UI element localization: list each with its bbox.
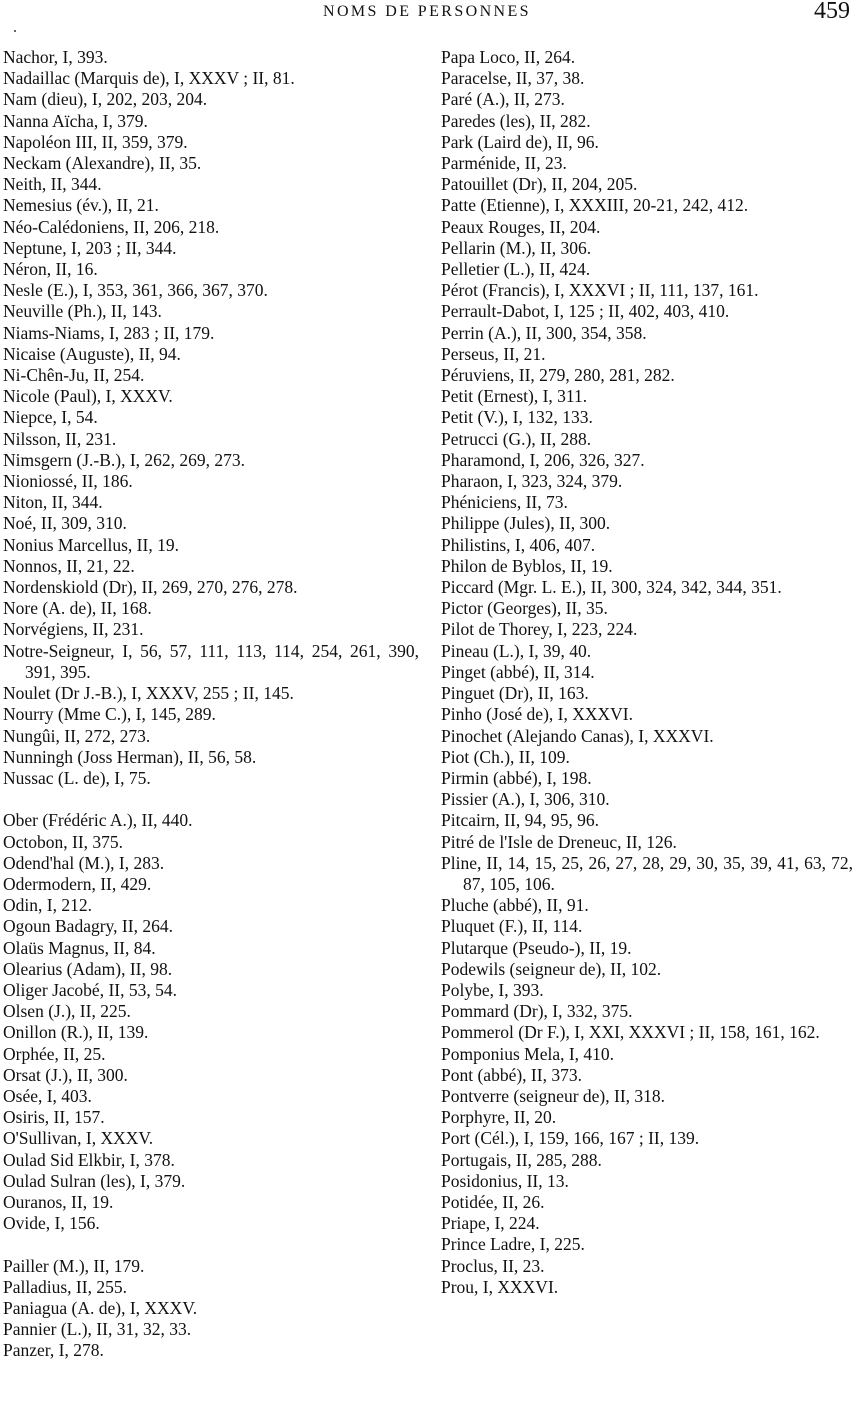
index-entry: Philippe (Jules), II, 300. xyxy=(441,513,611,534)
index-entry: Porphyre, II, 20. xyxy=(441,1107,557,1128)
index-entry: Notre-Seigneur, I, 56, 57, 111, 113, 114, 254, 261, 390, 391, 395. xyxy=(3,640,419,682)
index-entry: Néron, II, 16. xyxy=(3,259,98,280)
index-entry: Nimsgern (J.-B.), I, 262, 269, 273. xyxy=(3,449,246,470)
index-entry: Petrucci (G.), II, 288. xyxy=(441,428,592,449)
index-entry: Oulad Sulran (les), I, 379. xyxy=(3,1170,186,1191)
index-entry: Pomponius Mela, I, 410. xyxy=(441,1043,615,1064)
index-entry: Ouranos, II, 19. xyxy=(3,1191,114,1212)
index-entry: Peaux Rouges, II, 204. xyxy=(441,216,601,237)
index-entry: Pissier (A.), I, 306, 310. xyxy=(441,789,610,810)
index-entry: Olaüs Magnus, II, 84. xyxy=(3,937,156,958)
index-entry: Odend'hal (M.), I, 283. xyxy=(3,852,165,873)
index-entry: Pharamond, I, 206, 326, 327. xyxy=(441,449,645,470)
index-entry: Pont (abbé), II, 373. xyxy=(441,1064,582,1085)
index-entry: O'Sullivan, I, XXXV. xyxy=(3,1128,154,1149)
index-entry: Orphée, II, 25. xyxy=(3,1043,106,1064)
index-entry: Piot (Ch.), II, 109. xyxy=(441,746,570,767)
index-entry: Ober (Frédéric A.), II, 440. xyxy=(3,810,193,831)
index-entry: Pitcairn, II, 94, 95, 96. xyxy=(441,810,599,831)
index-entry: Orsat (J.), II, 300. xyxy=(3,1064,128,1085)
index-entry: Patouillet (Dr), II, 204, 205. xyxy=(441,174,638,195)
index-entry: Pirmin (abbé), I, 198. xyxy=(441,767,592,788)
index-entry: Nussac (L. de), I, 75. xyxy=(3,767,151,788)
index-entry: Park (Laird de), II, 96. xyxy=(441,131,599,152)
index-entry: Plutarque (Pseudo-), II, 19. xyxy=(441,937,632,958)
index-entry: Nungûi, II, 272, 273. xyxy=(3,725,151,746)
index-entry: Nonnos, II, 21, 22. xyxy=(3,555,135,576)
index-entry: Posidonius, II, 13. xyxy=(441,1170,569,1191)
index-entry: Philistins, I, 406, 407. xyxy=(441,534,596,555)
index-entry: Oliger Jacobé, II, 53, 54. xyxy=(3,979,177,1000)
index-entry: Pannier (L.), II, 31, 32, 33. xyxy=(3,1319,192,1340)
index-entry: Prou, I, XXXVI. xyxy=(441,1276,559,1297)
index-entry: Nilsson, II, 231. xyxy=(3,428,117,449)
index-entry: Oulad Sid Elkbir, I, 378. xyxy=(3,1149,175,1170)
index-entry: Parménide, II, 23. xyxy=(441,153,567,174)
index-entry: Neptune, I, 203 ; II, 344. xyxy=(3,237,177,258)
index-entry: Petit (Ernest), I, 311. xyxy=(441,386,588,407)
index-entry: Perrin (A.), II, 300, 354, 358. xyxy=(441,322,647,343)
index-entry: Papa Loco, II, 264. xyxy=(441,47,576,67)
index-entry: Paredes (les), II, 282. xyxy=(441,110,591,131)
index-entry: Polybe, I, 393. xyxy=(441,979,544,1000)
index-entry: Neuville (Ph.), II, 143. xyxy=(3,301,162,322)
index-entry: Onillon (R.), II, 139. xyxy=(3,1022,149,1043)
index-entry: Paré (A.), II, 273. xyxy=(441,89,565,110)
index-entry: Priape, I, 224. xyxy=(441,1213,540,1234)
index-entry: Nourry (Mme C.), I, 145, 289. xyxy=(3,704,216,725)
index-entry: Noulet (Dr J.-B.), I, XXXV, 255 ; II, 145. xyxy=(3,683,294,704)
index-entry: Port (Cél.), I, 159, 166, 167 ; II, 139. xyxy=(441,1128,700,1149)
index-entry: Pinguet (Dr), II, 163. xyxy=(441,683,589,704)
index-entry: Pommard (Dr), I, 332, 375. xyxy=(441,1001,633,1022)
index-entry: Patte (Etienne), I, XXXIII, 20-21, 242, 412. xyxy=(441,195,749,216)
index-entry: Pailler (M.), II, 179. xyxy=(3,1255,145,1276)
index-entry: Phéniciens, II, 73. xyxy=(441,492,568,513)
index-entry: Paniagua (A. de), I, XXXV. xyxy=(3,1297,198,1318)
index-entry: Péruviens, II, 279, 280, 281, 282. xyxy=(441,365,675,386)
index-entry: Olsen (J.), II, 225. xyxy=(3,1001,131,1022)
index-entry: Portugais, II, 285, 288. xyxy=(441,1149,602,1170)
index-entry: Odin, I, 212. xyxy=(3,895,92,916)
index-entry: Octobon, II, 375. xyxy=(3,831,124,852)
ink-speck xyxy=(14,30,16,32)
index-entry: Pinochet (Alejando Canas), I, XXXVI. xyxy=(441,725,714,746)
index-entry: Palladius, II, 255. xyxy=(3,1276,127,1297)
index-entry: Pitré de l'Isle de Dreneuc, II, 126. xyxy=(441,831,677,852)
index-entry: Pluche (abbé), II, 91. xyxy=(441,895,589,916)
index-entry: Pline, II, 14, 15, 25, 26, 27, 28, 29, 30, 35, 39, 41, 63, 72, 87, 105, 106. xyxy=(441,852,853,894)
index-entry: Prince Ladre, I, 225. xyxy=(441,1234,585,1255)
index-entry: Neith, II, 344. xyxy=(3,174,102,195)
index-entry: Nicole (Paul), I, XXXV. xyxy=(3,386,173,407)
index-entry: Nesle (E.), I, 353, 361, 366, 367, 370. xyxy=(3,280,268,301)
index-entry: Napoléon III, II, 359, 379. xyxy=(3,131,188,152)
index-entry: Pharaon, I, 323, 324, 379. xyxy=(441,471,623,492)
index-entry: Neckam (Alexandre), II, 35. xyxy=(3,153,202,174)
index-entry: Nordenskiold (Dr), II, 269, 270, 276, 278. xyxy=(3,577,298,598)
index-entry: Perrault-Dabot, I, 125 ; II, 402, 403, 410. xyxy=(441,301,730,322)
index-entry: Philon de Byblos, II, 19. xyxy=(441,555,613,576)
index-entry: Petit (V.), I, 132, 133. xyxy=(441,407,593,428)
index-column-left xyxy=(3,47,419,1362)
index-entry: Osée, I, 403. xyxy=(3,1085,92,1106)
running-head xyxy=(0,0,854,30)
index-entry: Nanna Aïcha, I, 379. xyxy=(3,110,148,131)
index-entry: Pinho (José de), I, XXXVI. xyxy=(441,704,633,725)
index-entry: Paracelse, II, 37, 38. xyxy=(441,68,585,89)
index-entry: Pictor (Georges), II, 35. xyxy=(441,598,608,619)
index-entry: Pluquet (F.), II, 114. xyxy=(441,916,583,937)
index-entry: Pelletier (L.), II, 424. xyxy=(441,259,591,280)
index-entry: Nioniossé, II, 186. xyxy=(3,471,133,492)
page-number: 459 xyxy=(814,0,850,24)
index-entry: Nicaise (Auguste), II, 94. xyxy=(3,343,181,364)
index-entry: Potidée, II, 26. xyxy=(441,1191,545,1212)
index-entry: Noé, II, 309, 310. xyxy=(3,513,127,534)
index-entry: Nadaillac (Marquis de), I, XXXV ; II, 81. xyxy=(3,68,295,89)
index-entry: Perseus, II, 21. xyxy=(441,343,546,364)
index-entry: Pilot de Thorey, I, 223, 224. xyxy=(441,619,638,640)
index-entry: Néo-Calédoniens, II, 206, 218. xyxy=(3,216,220,237)
index-entry: Niams-Niams, I, 283 ; II, 179. xyxy=(3,322,215,343)
index-entry: Ogoun Badagry, II, 264. xyxy=(3,916,173,937)
index-entry: Pellarin (M.), II, 306. xyxy=(441,237,592,258)
index-column-right xyxy=(441,47,853,1298)
index-entry: Proclus, II, 23. xyxy=(441,1255,545,1276)
index-entry: Panzer, I, 278. xyxy=(3,1340,104,1361)
index-entry: Nam (dieu), I, 202, 203, 204. xyxy=(3,89,208,110)
index-entry: Nonius Marcellus, II, 19. xyxy=(3,534,179,555)
index-entry: Pontverre (seigneur de), II, 318. xyxy=(441,1085,666,1106)
index-entry: Pineau (L.), I, 39, 40. xyxy=(441,640,592,661)
index-entry: Ni-Chên-Ju, II, 254. xyxy=(3,365,145,386)
index-entry: Nore (A. de), II, 168. xyxy=(3,598,152,619)
index-entry: Piccard (Mgr. L. E.), II, 300, 324, 342, 344, 351. xyxy=(441,577,782,598)
index-entry: Odermodern, II, 429. xyxy=(3,873,152,894)
index-entry: Osiris, II, 157. xyxy=(3,1107,105,1128)
index-entry: Norvégiens, II, 231. xyxy=(3,619,144,640)
index-entry: Pérot (Francis), I, XXXVI ; II, 111, 137, 161. xyxy=(441,280,759,301)
index-entry: Podewils (seigneur de), II, 102. xyxy=(441,958,662,979)
index-entry: Nemesius (év.), II, 21. xyxy=(3,195,159,216)
index-entry: Pommerol (Dr F.), I, XXI, XXXVI ; II, 158, 161, 162. xyxy=(441,1022,820,1043)
index-entry: Pinget (abbé), II, 314. xyxy=(441,661,595,682)
index-entry: Olearius (Adam), II, 98. xyxy=(3,958,173,979)
index-entry: Ovide, I, 156. xyxy=(3,1213,100,1234)
running-title: NOMS DE PERSONNES xyxy=(323,3,531,20)
index-entry: Niton, II, 344. xyxy=(3,492,103,513)
index-entry: Niepce, I, 54. xyxy=(3,407,98,428)
index-entry: Nunningh (Joss Herman), II, 56, 58. xyxy=(3,746,257,767)
index-entry: Nachor, I, 393. xyxy=(3,47,108,67)
